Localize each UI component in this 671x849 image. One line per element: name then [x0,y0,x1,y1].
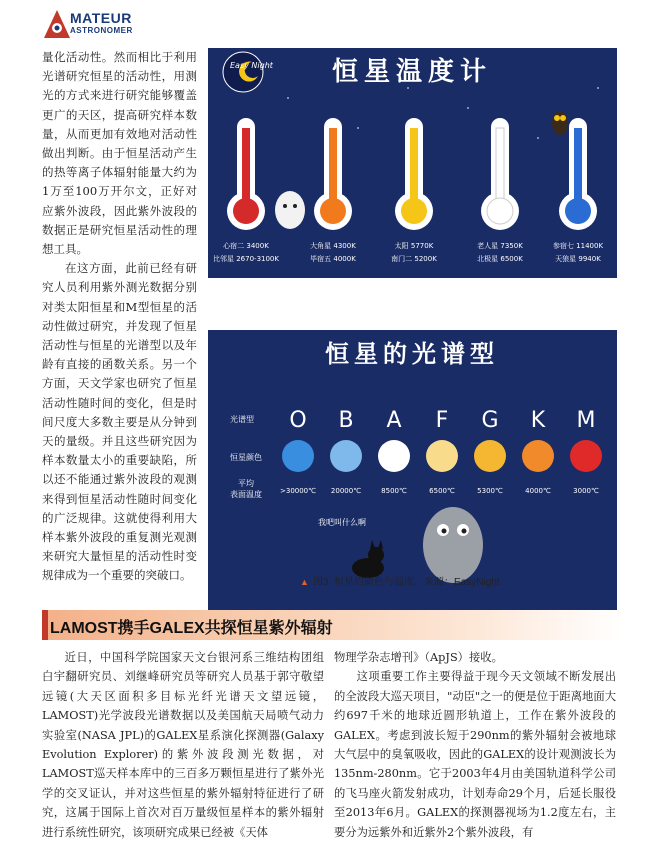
spectral-temp: 8500℃ [381,487,407,495]
panel1-title: 恒星温度计 [331,57,493,87]
spectral-letter: M [576,408,596,433]
left-paragraph-1: 量化活动性。然而相比于利用光谱研究恒星的活动性，用测光的方式来进行研究能够覆盖更广的天区，提高研究样本数量，从而更加有效地对活动性做出判断。由于恒星活动产生的热等离子体辐射能量大约为1万至100万开尔文，正好对应紫外波段，因此紫外波段的数据正是研究恒星活动性的理想工具。 [42,50,197,257]
spectral-type-A [378,408,410,495]
thermometer-label-2: 北极星 6500K [477,255,523,263]
spectral-temp: 3000℃ [573,487,599,495]
bottom-right-column [334,648,616,842]
spectral-letter: O [289,408,307,433]
star-color-dot [426,440,458,472]
spectral-letter: G [481,408,499,433]
spectral-type-B [330,408,362,495]
logo-star-icon [42,8,72,40]
thermometer-4 [553,118,603,263]
spectral-type-O [280,408,316,495]
thermometer-0 [213,118,279,263]
star-color-dot [282,440,314,472]
row-label-color: 恒星颜色 [230,453,262,462]
caption-triangle-icon: ▲ [300,577,309,587]
thermometer-label-2: 毕宿五 4000K [310,255,356,263]
caption-text: 恒星的颜色与温度。来源：EasyNight [334,577,500,588]
easynight-badge-icon [223,52,263,92]
spectral-letter: F [435,408,449,433]
thermometer-label-2: 南门二 5200K [391,255,437,263]
star-color-dot [522,440,554,472]
caption-label: 图3 [312,577,329,588]
thermometer-illustration [208,48,617,278]
bottom-right-paragraph-2: 这项重要工作主要得益于现今天文领域不断发展出的全波段大巡天项目，"动臣"之一的便是位于距离地面大约697千米的地球近圆形轨道上，工作在紫外波段的GALEX。考虑到波长短于290nm的紫外辐射会被地球大气层中的臭氧吸收，因此的GALEX的设计观测波长为135nm-280nm。它于2003年4月由美国轨道科学公司的飞马座火箭发射成功，计划寿命29个月，后延长服役至2013年6月。GALEX的探测器视场为1.2度左右，主要分为远紫外和近紫外2个紫外波段，有 [334,670,616,839]
spectral-letter: A [386,408,402,433]
spectral-letter: B [338,408,354,433]
thermometer-label-2: 天狼星 9940K [555,255,601,263]
spectral-type-F [426,408,458,495]
star-color-dot [378,440,410,472]
panel2-title: 恒星的光谱型 [325,340,499,368]
badge-text: Easy Night [230,61,273,70]
spectral-type-M [570,408,602,495]
bottom-right-paragraph-1: 物理学杂志增刊》（ApJS）接收。 [334,651,503,664]
thermometer-label-1: 老人星 7350K [477,242,523,250]
thermometer-label-1: 太阳 5770K [394,242,434,250]
logo-subtitle: ASTRONOMER [70,26,133,35]
star-color-dot [330,440,362,472]
thermometer-label-2: 比邻星 2670-3100K [213,255,279,263]
section-title: LAMOST携手GALEX共探恒星紫外辐射 [50,620,333,637]
egg-character-icon [275,191,305,229]
bottom-left-paragraph: 近日，中国科学院国家天文台银河系三维结构团组白宇翻研究员、刘继峰研究员等研究人员基于郭守敬望远镜(大天区面积多目标光纤光谱天文望远镜，LAMOST)光学波段光谱数据以及美国航天局喷气动力实验室(NASA JPL)的GALEX星系演化探测器(Galaxy Evolution Explorer)的紫外波段测光数据，对LAMOST巡天样本库中的三百多万颗恒星进行了紫外光学的交叉证认，并对这些恒星的紫外辐射特征进行了研究，这属于国际上首次对百万量级恒星样本的紫外辐射进行系统性研究，该项研究成果已经被《天体 [42,651,324,839]
star-color-dot [474,440,506,472]
spectral-letter: K [530,408,546,433]
figure-caption [300,573,500,588]
star-color-dot [570,440,602,472]
thermometer-1 [310,118,356,263]
bottom-left-column [42,648,324,842]
row-label-type: 光谱型 [230,415,254,424]
thermometer-panel [208,48,617,278]
owl-icon [552,111,568,135]
speech-bubble-text: 我吧叫什么啊 [318,518,366,527]
thermometer-label-1: 心宿二 3400K [223,242,269,250]
thermometer-label-1: 参宿七 11400K [552,242,604,250]
spectral-type-G [474,408,506,495]
thermometer-3 [477,118,523,263]
spectral-temp: 5300℃ [477,487,503,495]
spectral-type-K [522,408,554,495]
section-accent [42,610,48,640]
left-paragraph-2: 在这方面，此前已经有研究人员利用紫外测光数据分别对类太阳恒星和M型恒星的活动性做过研究，并发现了恒星活动性与恒星的光谱型以及年龄有直接的函数关系。另一个方面，天文学家也研究了恒星活动性随时间的变化，但是时间尺度大多数主要是从分钟到天的量级。并且这些研究因为样本数量太小的重要缺陷，所以还不能通过紫外波段的观测来得到恒星活动性随时间变化的广泛规律。这就使得利用大样本紫外波段的重复测光观测来研究大量恒星的活动性时变规律成为一个重要的突破口。 [42,261,197,583]
left-column-text [42,48,197,586]
thermometer-label-1: 大角星 4300K [310,242,356,250]
row-label-temp-1: 平均 [238,479,254,488]
spectral-temp: 6500℃ [429,487,455,495]
logo-title: MATEUR [70,10,132,26]
grey-character-icon [423,507,483,583]
spectral-temp: 20000℃ [330,487,362,495]
spectral-temp: >30000℃ [280,487,316,495]
row-label-temp-2: 表面温度 [230,490,262,499]
spectral-temp: 4000℃ [525,487,551,495]
thermometer-2 [391,118,437,263]
